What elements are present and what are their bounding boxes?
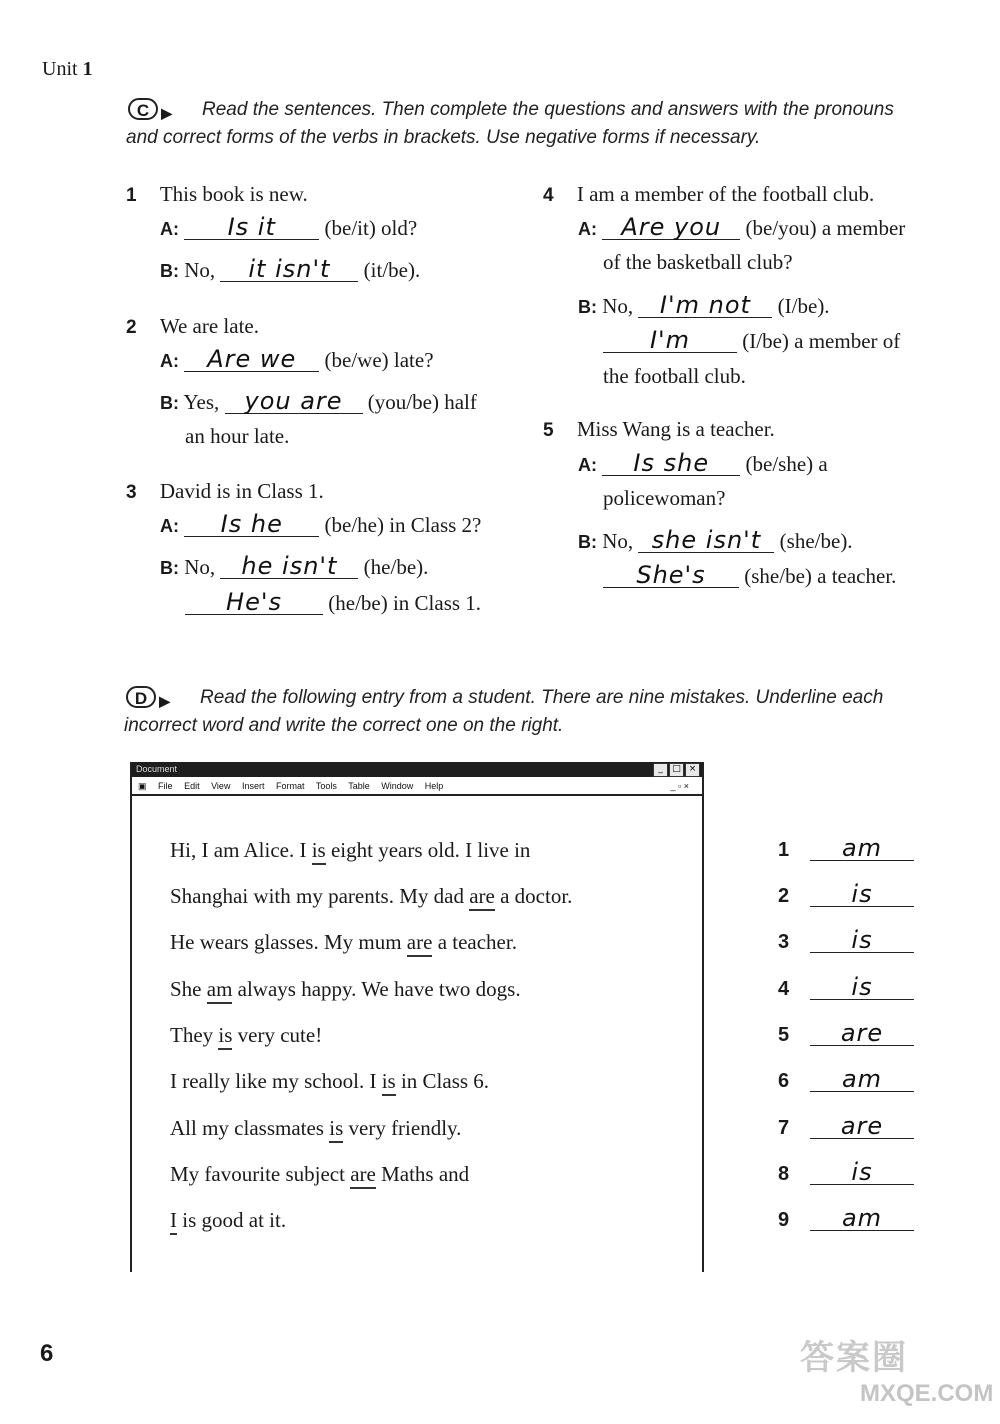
answer-blank[interactable]: is [810,1160,914,1185]
item-3: 3 David is in Class 1. [126,479,324,503]
item-5-b: B: No, she isn't (she/be). [578,526,853,554]
watermark-logo: 答案圈 [800,1339,908,1377]
entry-line-5: They is very cute! [170,1021,322,1049]
item-5-c: She's (she/be) a teacher. [603,562,896,590]
section-d-badge: D ▶ [126,686,156,708]
item-4-a: A: Are you (be/you) a member [578,213,906,241]
answer-blank[interactable]: Is it [184,215,319,240]
item-2-a: A: Are we (be/we) late? [160,345,434,373]
answer-blank[interactable]: is [810,882,914,907]
item-5-a-cont: policewoman? [603,486,726,510]
section-c-instruction-2: and correct forms of the verbs in brackets. Use negative forms if necessary. [126,127,761,148]
answer-blank[interactable]: Is he [184,512,319,537]
answer-blank[interactable]: he isn't [220,554,358,579]
mistake-word[interactable]: is [382,1069,396,1096]
answer-blank[interactable]: I'm [603,328,737,353]
item-1: 1 This book is new. [126,182,308,206]
answer-row-2: 2 is [778,882,914,910]
mistake-word[interactable]: I [170,1208,177,1235]
menu-help[interactable]: Help [424,781,444,791]
item-4: 4 I am a member of the football club. [543,182,875,206]
item-4-a-cont: of the basketball club? [603,250,793,274]
mistake-word[interactable]: are [407,930,433,957]
answer-blank[interactable]: I'm not [638,293,772,318]
document-icon: ▣ [138,781,147,791]
entry-line-1: Hi, I am Alice. I is eight years old. I live in [170,836,530,864]
answer-blank[interactable]: She's [603,563,739,588]
answer-blank[interactable]: it isn't [220,257,358,282]
item-1-a: A: Is it (be/it) old? [160,213,418,241]
answer-row-6: 6 am [778,1067,914,1095]
answer-blank[interactable]: Are we [184,347,319,372]
entry-line-8: My favourite subject are Maths and [170,1160,469,1188]
item-2-b-cont: an hour late. [185,424,290,448]
answer-blank[interactable]: Are you [602,215,740,240]
document-controls-icon[interactable]: _ ▫ × [670,781,689,791]
unit-heading: Unit 1 [42,58,93,80]
answer-blank[interactable]: He's [185,590,323,615]
entry-line-2: Shanghai with my parents. My dad are a doctor. [170,882,572,910]
section-c-badge: C ▶ [128,98,158,120]
mistake-word[interactable]: am [207,977,233,1004]
section-d-instruction-2: incorrect word and write the correct one on the right. [124,715,564,736]
section-d-instruction-1: Read the following entry from a student. There are nine mistakes. Underline each [200,687,884,708]
mistake-word[interactable]: is [312,838,326,865]
mistake-word[interactable]: is [329,1116,343,1143]
menu-window[interactable]: Window [381,781,414,791]
item-5-a: A: Is she (be/she) a [578,449,828,477]
item-4-b: B: No, I'm not (I/be). [578,291,830,319]
mistake-word[interactable]: is [218,1023,232,1050]
answer-blank[interactable]: am [810,1067,914,1092]
item-1-b: B: No, it isn't (it/be). [160,255,421,283]
menu-bar [132,778,702,796]
menu-insert[interactable]: Insert [241,781,265,791]
page-number: 6 [40,1340,54,1367]
answer-blank[interactable]: are [810,1114,914,1139]
answer-row-1: 1 am [778,836,914,864]
menu-edit[interactable]: Edit [184,781,200,791]
item-3-b: B: No, he isn't (he/be). [160,552,429,580]
maximize-icon[interactable]: □ [669,763,684,777]
answer-row-5: 5 are [778,1021,914,1049]
watermark-url: MXQE.COM [860,1380,994,1407]
menu-view[interactable]: View [211,781,231,791]
menu-table[interactable]: Table [348,781,370,791]
answer-row-3: 3 is [778,928,914,956]
entry-line-7: All my classmates is very friendly. [170,1114,461,1142]
mistake-word[interactable]: are [350,1162,376,1189]
answer-blank[interactable]: is [810,928,914,953]
answer-blank[interactable]: are [810,1021,914,1046]
item-4-c-cont: the football club. [603,364,746,388]
answer-row-7: 7 are [778,1114,914,1142]
close-icon[interactable]: × [685,763,700,777]
play-arrow-icon: ▶ [159,693,170,709]
entry-line-9: I is good at it. [170,1206,286,1234]
entry-line-3: He wears glasses. My mum are a teacher. [170,928,517,956]
menu-format[interactable]: Format [276,781,305,791]
window-titlebar: Document _ □ × [132,762,702,777]
menu-file[interactable]: File [158,781,173,791]
entry-line-6: I really like my school. I is in Class 6. [170,1067,489,1095]
item-5: 5 Miss Wang is a teacher. [543,417,775,441]
answer-row-4: 4 is [778,975,914,1003]
mistake-word[interactable]: are [469,884,495,911]
item-2-b: B: Yes, you are (you/be) half [160,387,477,415]
document-window [130,762,704,1272]
answer-blank[interactable]: is [810,975,914,1000]
answer-row-8: 8 is [778,1160,914,1188]
item-4-c: I'm (I/be) a member of [603,327,900,355]
play-arrow-icon: ▶ [161,105,172,121]
answer-row-9: 9 am [778,1206,914,1234]
answer-blank[interactable]: Is she [602,451,740,476]
item-3-a: A: Is he (be/he) in Class 2? [160,510,482,538]
item-2: 2 We are late. [126,314,259,338]
answer-blank[interactable]: she isn't [638,528,774,553]
section-c-instruction-1: Read the sentences. Then complete the questions and answers with the pronouns [202,99,894,120]
answer-blank[interactable]: you are [225,389,363,414]
item-3-c: He's (he/be) in Class 1. [185,589,481,617]
answer-blank[interactable]: am [810,836,914,861]
menu-tools[interactable]: Tools [315,781,337,791]
minimize-icon[interactable]: _ [653,763,668,777]
answer-blank[interactable]: am [810,1206,914,1231]
entry-line-4: She am always happy. We have two dogs. [170,975,521,1003]
